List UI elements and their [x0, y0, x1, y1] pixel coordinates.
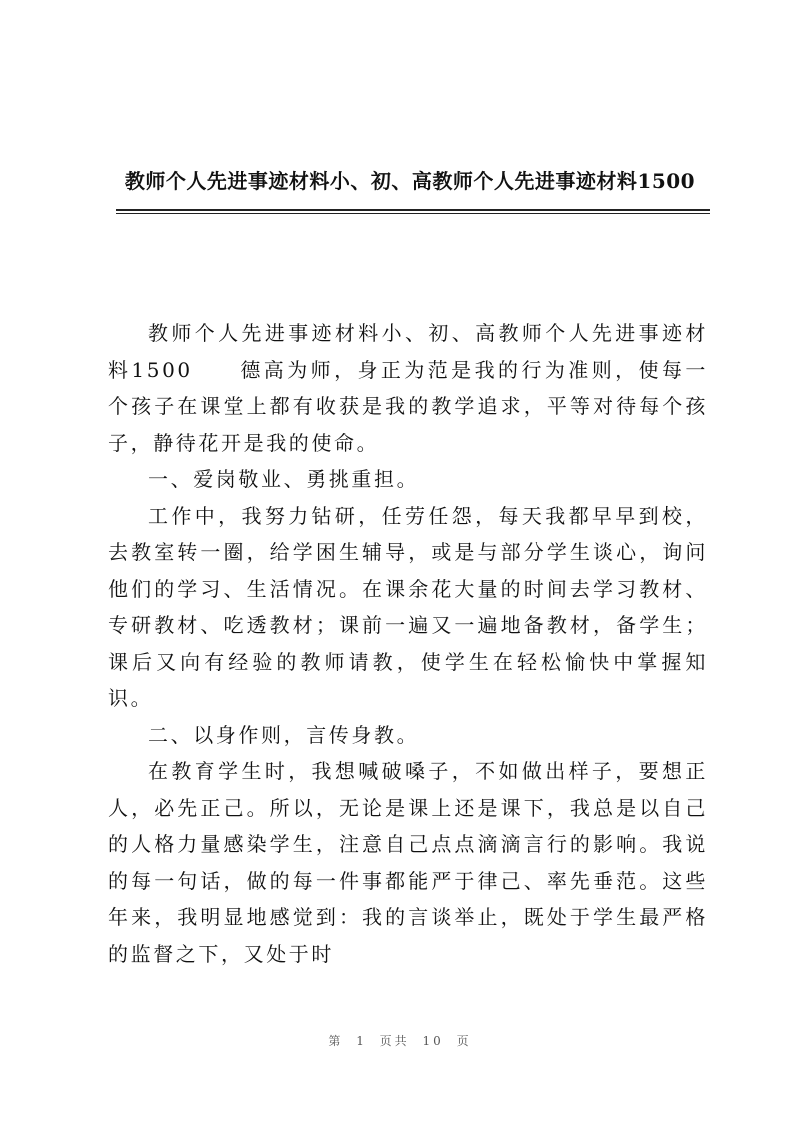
- footer-current-page: 1: [356, 1034, 367, 1048]
- paragraph-2: 在教育学生时，我想喊破嗓子，不如做出样子，要想正人，必先正己。所以，无论是课上还是课下，我总是以自己的人格力量感染学生，注意自己点点滴滴言行的影响。我说的每一句话，做的每一件事都能严于律己、率先垂范。这些年来，我明显地感觉到：我的言谈举止，既处于学生最严格的监督之下，又处于时: [108, 759, 708, 966]
- paragraph-intro: 教师个人先进事迹材料小、初、高教师个人先进事迹材料1500 德高为师，身正为范是我的行为准则，使每一个孩子在课堂上都有收获是我的教学追求，平等对待每个孩子，静待花开是我的使命。: [108, 321, 708, 455]
- section-heading-2: 二、以身作则，言传身教。: [148, 722, 420, 747]
- footer-total-pages: 10: [422, 1034, 444, 1048]
- document-title: 教师个人先进事迹材料小、初、高教师个人先进事迹材料1500: [124, 169, 696, 193]
- document-body: [108, 315, 708, 972]
- paragraph-1: 工作中，我努力钻研，任劳任怨，每天我都早早到校，去教室转一圈，给学困生辅导，或是与部分学生谈心，询问他们的学习、生活情况。在课余花大量的时间去学习教材、专研教材、吃透教材；课前一遍又一遍地备教材，备学生；课后又向有经验的教师请教，使学生在轻松愉快中掌握知识。: [108, 503, 708, 710]
- title-underline-thick: [116, 209, 710, 211]
- footer-prefix: 第: [328, 1034, 344, 1048]
- page-footer: [0, 1032, 800, 1049]
- footer-middle: 页共: [379, 1034, 410, 1048]
- title-underline-thin: [116, 213, 710, 214]
- section-heading-1: 一、爱岗敬业、勇挑重担。: [148, 467, 420, 491]
- footer-suffix: 页: [456, 1034, 472, 1048]
